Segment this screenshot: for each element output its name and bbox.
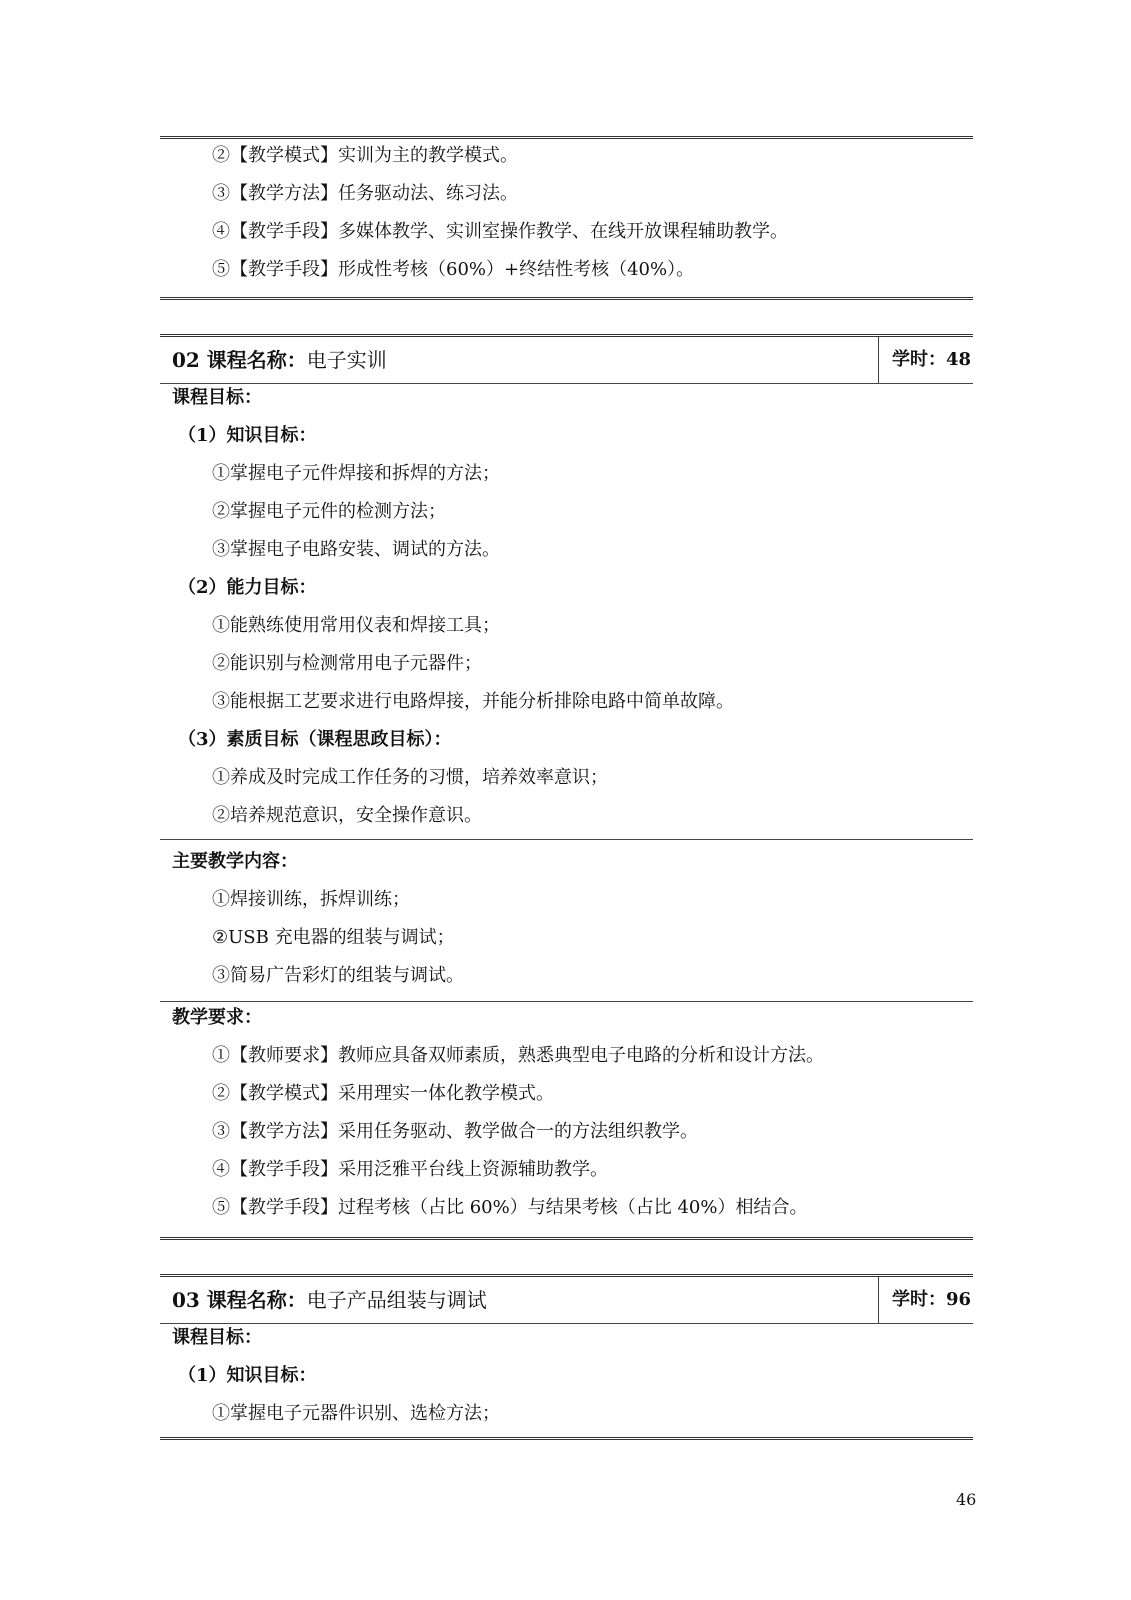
quality-item: ①养成及时完成工作任务的习惯，培养效率意识； xyxy=(212,767,608,788)
header-divider xyxy=(878,1277,879,1323)
course-02-code-label: 02 课程名称： xyxy=(172,348,307,372)
quality-heading: （3）素质目标（课程思政目标）： xyxy=(178,729,452,750)
content-heading: 主要教学内容： xyxy=(172,851,298,872)
course-03-code-label: 03 课程名称： xyxy=(172,1288,307,1312)
content-item: ②USB 充电器的组装与调试； xyxy=(212,927,455,948)
requirement-item: ③【教学方法】采用任务驱动、教学做合一的方法组织教学。 xyxy=(212,1121,698,1142)
course-02-name: 电子实训 xyxy=(306,348,387,372)
divider xyxy=(160,839,973,840)
ability-heading: （2）能力目标： xyxy=(178,577,317,598)
prev-req-item: ③【教学方法】任务驱动法、练习法。 xyxy=(212,183,518,204)
content-item: ③简易广告彩灯的组装与调试。 xyxy=(212,965,464,986)
knowledge-item: ②掌握电子元件的检测方法； xyxy=(212,501,446,522)
course-02-table xyxy=(160,334,973,1240)
prev-req-item: ④【教学手段】多媒体教学、实训室操作教学、在线开放课程辅助教学。 xyxy=(212,221,788,242)
ability-item: ③能根据工艺要求进行电路焊接，并能分析排除电路中简单故障。 xyxy=(212,691,734,712)
course-02-hours: 学时：48 xyxy=(892,349,972,370)
ability-item: ②能识别与检测常用电子元器件； xyxy=(212,653,482,674)
prev-req-item: ②【教学模式】实训为主的教学模式。 xyxy=(212,145,518,166)
goals-heading: 课程目标： xyxy=(172,1327,262,1348)
quality-item: ②培养规范意识，安全操作意识。 xyxy=(212,805,482,826)
knowledge-item: ③掌握电子电路安装、调试的方法。 xyxy=(212,539,500,560)
prev-req-item: ⑤【教学手段】形成性考核（60%）+终结性考核（40%）。 xyxy=(212,259,695,280)
page-number: 46 xyxy=(956,1490,977,1509)
requirement-item: ②【教学模式】采用理实一体化教学模式。 xyxy=(212,1083,554,1104)
goals-heading: 课程目标： xyxy=(172,387,262,408)
divider xyxy=(160,1001,973,1002)
requirement-item: ⑤【教学手段】过程考核（占比 60%）与结果考核（占比 40%）相结合。 xyxy=(212,1197,808,1218)
knowledge-item: ①掌握电子元器件识别、选检方法； xyxy=(212,1403,500,1424)
knowledge-heading: （1）知识目标： xyxy=(178,1365,317,1386)
requirement-item: ④【教学手段】采用泛雅平台线上资源辅助教学。 xyxy=(212,1159,608,1180)
ability-item: ①能熟练使用常用仪表和焊接工具； xyxy=(212,615,500,636)
course-03-header xyxy=(160,1277,973,1323)
course-02-title xyxy=(172,348,387,372)
course-03-title xyxy=(172,1288,487,1312)
course-03-hours: 学时：96 xyxy=(892,1289,972,1310)
knowledge-item: ①掌握电子元件焊接和拆焊的方法； xyxy=(212,463,500,484)
course-02-header xyxy=(160,337,973,383)
divider xyxy=(160,383,973,384)
divider xyxy=(160,1323,973,1324)
course-03-name: 电子产品组装与调试 xyxy=(306,1288,487,1312)
header-divider xyxy=(878,337,879,383)
prev-course-requirements xyxy=(160,136,973,300)
requirement-item: ①【教师要求】教师应具备双师素质，熟悉典型电子电路的分析和设计方法。 xyxy=(212,1045,824,1066)
knowledge-heading: （1）知识目标： xyxy=(178,425,317,446)
course-03-table xyxy=(160,1274,973,1440)
requirements-heading: 教学要求： xyxy=(172,1007,262,1028)
content-item: ①焊接训练，拆焊训练； xyxy=(212,889,410,910)
